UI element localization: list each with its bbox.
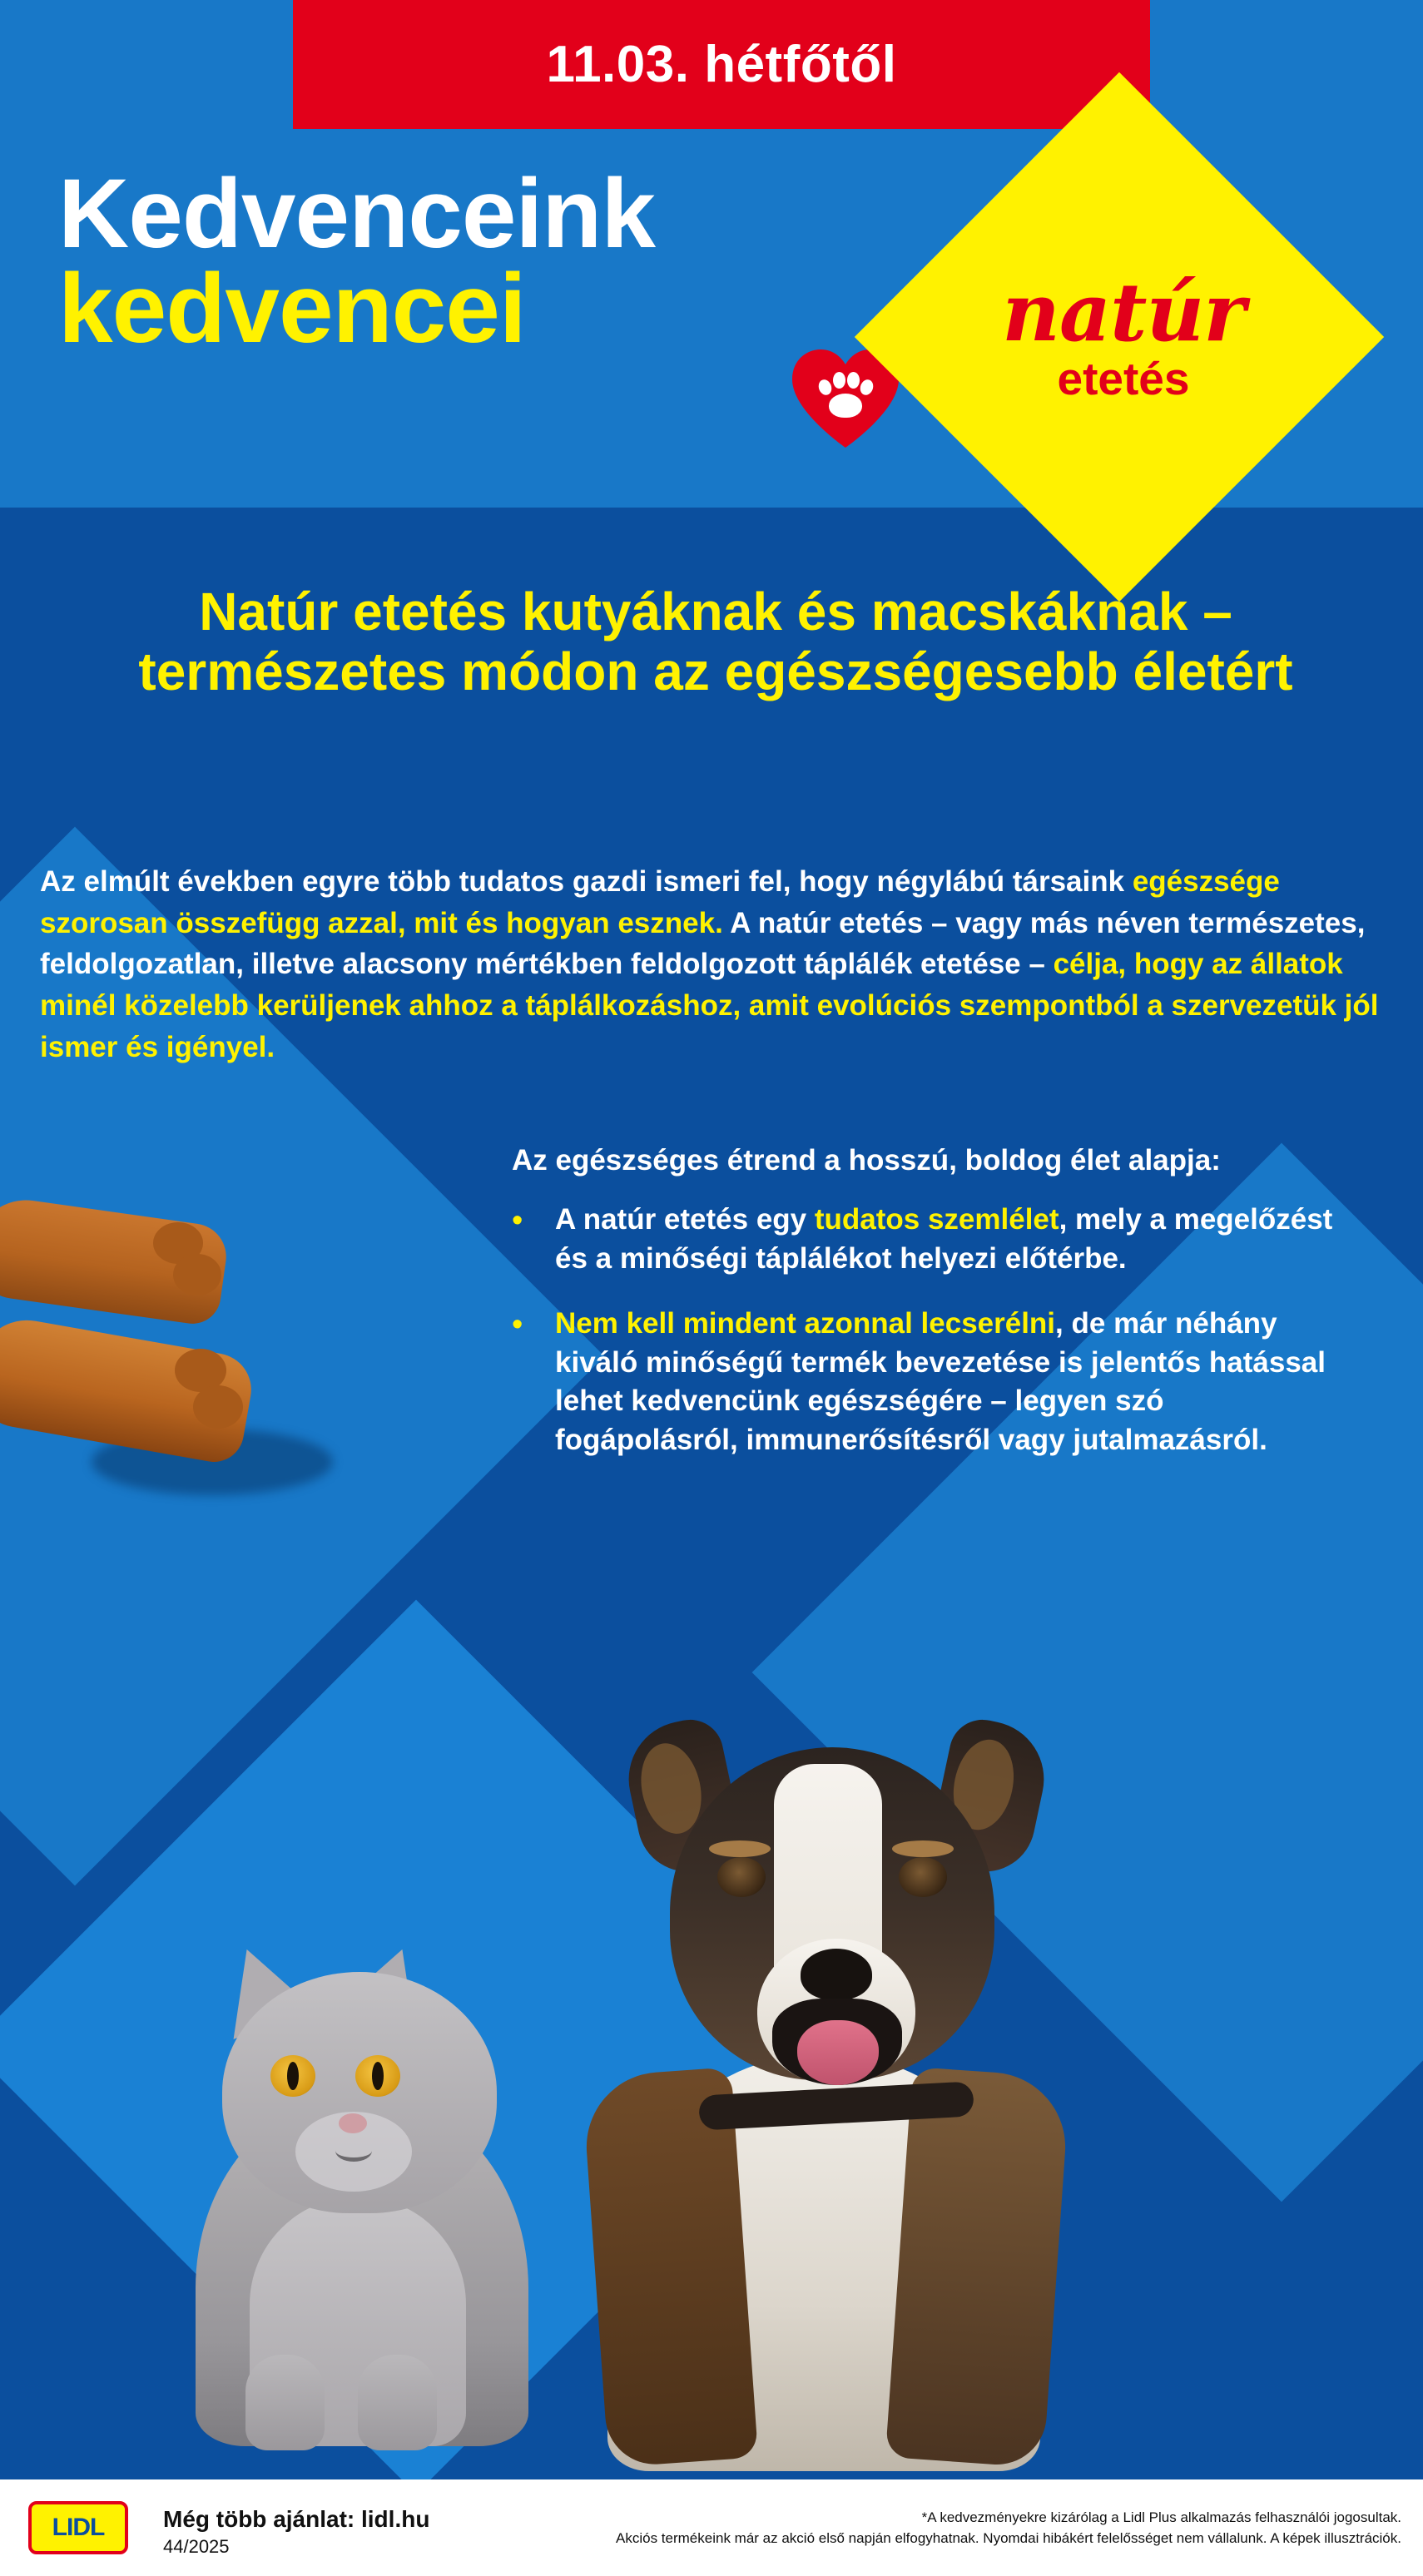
legal-line-2: Akciós termékeink már az akció első napján elfogyhatnak. Nyomdai hibákért felelősséget nem vállalunk. A képek illusztrációk. [616, 2529, 1401, 2546]
benefits-list [512, 1144, 1352, 1486]
list-item [512, 1201, 1352, 1278]
legal-line-1: *A kedvezményekre kizárólag a Lidl Plus alkalmazás felhasználói jogosultak. [921, 2509, 1401, 2525]
intro-highlight-2: célja, hogy az állatok minél közelebb kerüljenek ahhoz a táplálkozáshoz, amit evolúciós szempontból a szervezetük jól ismer és igényel. [40, 948, 1379, 1063]
dog-paws-photo [0, 1211, 374, 1568]
list-item-highlight: Nem kell mindent azonnal lecserélni [555, 1307, 1056, 1340]
page-title [58, 159, 655, 364]
lidl-logo [28, 2501, 128, 2554]
lidl-logo-text: LIDL [52, 2514, 105, 2541]
benefits-list-lead: Az egészséges étrend a hosszú, boldog élet alapja: [512, 1144, 1221, 1177]
bullet-icon: • [512, 1307, 523, 1343]
natur-word: natúr [1002, 265, 1245, 359]
etetes-word: etetés [1057, 353, 1190, 405]
australian-shepherd-dog-photo [508, 1622, 1157, 2463]
section-subheading: Natúr etetés kutyáknak és macskáknak – természetes módon az egészségesebb életért [138, 582, 1293, 701]
bullet-icon: • [512, 1203, 523, 1238]
headline-line-2: kedvencei [58, 254, 526, 364]
intro-paragraph [40, 861, 1396, 1068]
natur-etetes-label [965, 265, 1282, 405]
header-band [0, 0, 1423, 508]
list-item-highlight: tudatos szemlélet [814, 1203, 1059, 1236]
footer [0, 2479, 1423, 2576]
issue-number: 44/2025 [163, 2536, 230, 2557]
footer-left-block [163, 2506, 429, 2558]
animals-photo-area [0, 1564, 1423, 2463]
more-offers-link[interactable]: Még több ajánlat: lidl.hu [163, 2506, 430, 2532]
list-item-text-a: A natúr etetés egy [555, 1203, 815, 1236]
headline-line-1: Kedvenceink [58, 159, 655, 269]
date-badge-label: 11.03. hétfőtől [546, 36, 897, 93]
intro-highlight-1: egészsége szorosan összefügg azzal, mit és hogyan esznek. [40, 865, 1280, 939]
list-item-text-b: , mely a megelőzést és a minőségi táplálékot helyezi előtérbe. [555, 1203, 1333, 1275]
legal-text [503, 2508, 1401, 2549]
list-item-text-b: , de már néhány kiváló minőségű termék bevezetése is jelentős hatással lehet kedvencünk egészségére – legyen szó fogápolásról, immunerősítésről vagy jutalmazásról. [555, 1307, 1326, 1456]
intro-text-b: A natúr etetés – vagy más néven természetes, feldolgozatlan, illetve alacsony mértékben feldolgozott táplálék etetése – [40, 906, 1366, 981]
list-item [512, 1305, 1352, 1459]
intro-text-a: Az elmúlt években egyre több tudatos gazdi ismeri fel, hogy négylábú társaink [40, 865, 1133, 898]
date-badge [293, 0, 1150, 129]
